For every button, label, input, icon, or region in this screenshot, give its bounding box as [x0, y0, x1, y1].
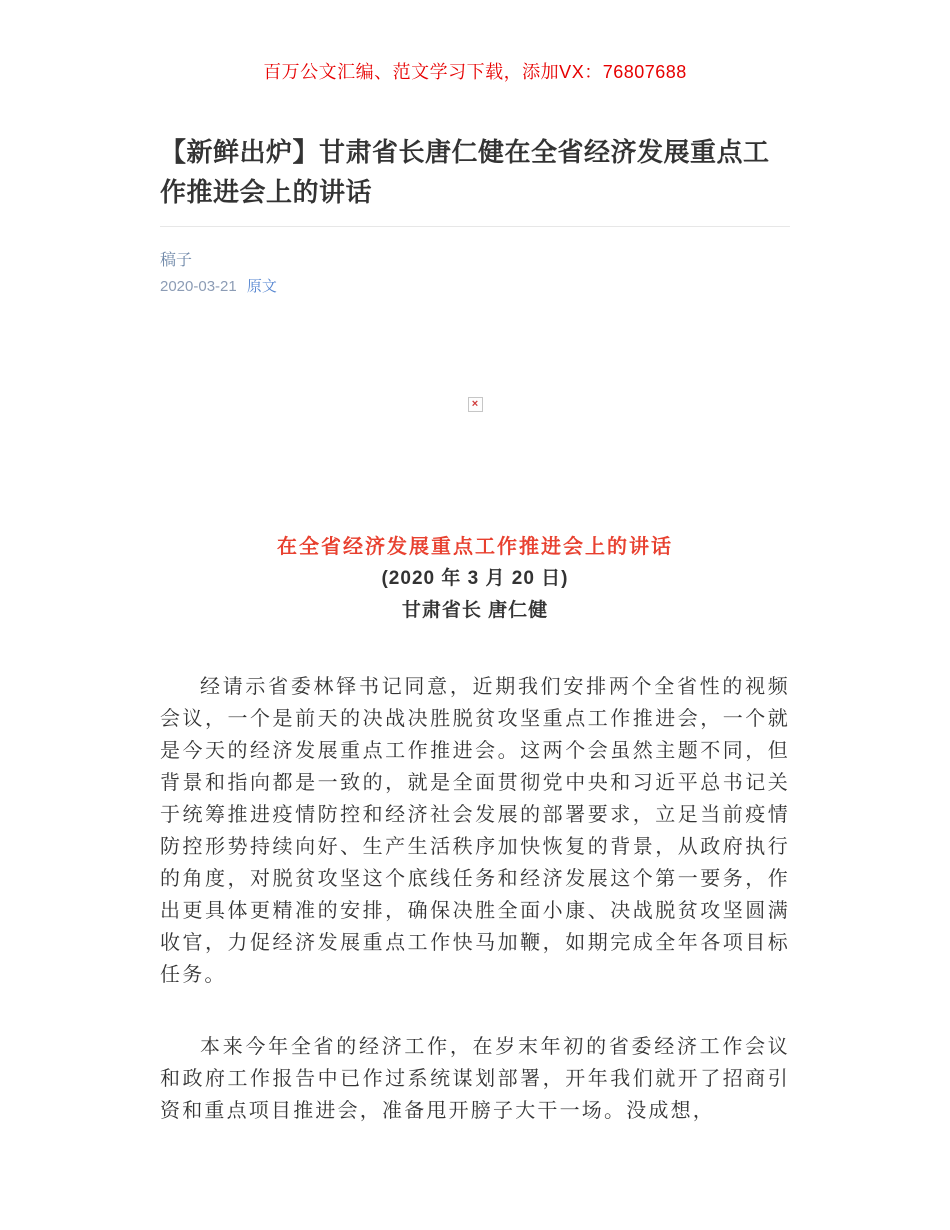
speech-date: (2020 年 3 月 20 日): [381, 568, 569, 589]
broken-image-icon: [468, 397, 483, 412]
speech-heading-block: [160, 531, 790, 627]
article-container: [160, 132, 790, 1127]
broken-image-x-glyph: ×: [471, 398, 479, 411]
paragraph: 经请示省委林铎书记同意，近期我们安排两个全省性的视频会议，一个是前天的决战决胜脱贫攻坚重点工作推进会，一个就是今天的经济发展重点工作推进会。这两个会虽然主题不同，但背景和指向都是一致的，就是全面贯彻党中央和习近平总书记关于统筹推进疫情防控和经济社会发展的部署要求，立足当前疫情防控形势持续向好、生产生活秩序加快恢复的背景，从政府执行的角度，对脱贫攻坚这个底线任务和经济发展这个第一要务，作出更具体更精准的安排，确保决胜全面小康、决战脱贫攻坚圆满收官，力促经济发展重点工作快马加鞭，如期完成全年各项目标任务。: [160, 676, 790, 986]
promo-banner: 百万公文汇编、范文学习下载，添加VX：76807688: [263, 62, 687, 82]
publish-date: 2020-03-21: [160, 278, 237, 295]
speech-title: 在全省经济发展重点工作推进会上的讲话: [277, 536, 673, 558]
date-row: [160, 275, 790, 296]
speech-speaker: 甘肃省长 唐仁健: [401, 600, 549, 621]
paragraph: 本来今年全省的经济工作，在岁末年初的省委经济工作会议和政府工作报告中已作过系统谋划部署，开年我们就开了招商引资和重点项目推进会，准备甩开膀子大干一场。没成想，: [160, 1036, 790, 1122]
author-link[interactable]: 稿子: [160, 252, 193, 269]
original-link[interactable]: 原文: [246, 278, 277, 295]
article-meta: [160, 247, 790, 296]
article-title: 【新鲜出炉】甘肃省长唐仁健在全省经济发展重点工作推进会上的讲话: [160, 132, 790, 227]
image-placeholder: [160, 396, 790, 413]
